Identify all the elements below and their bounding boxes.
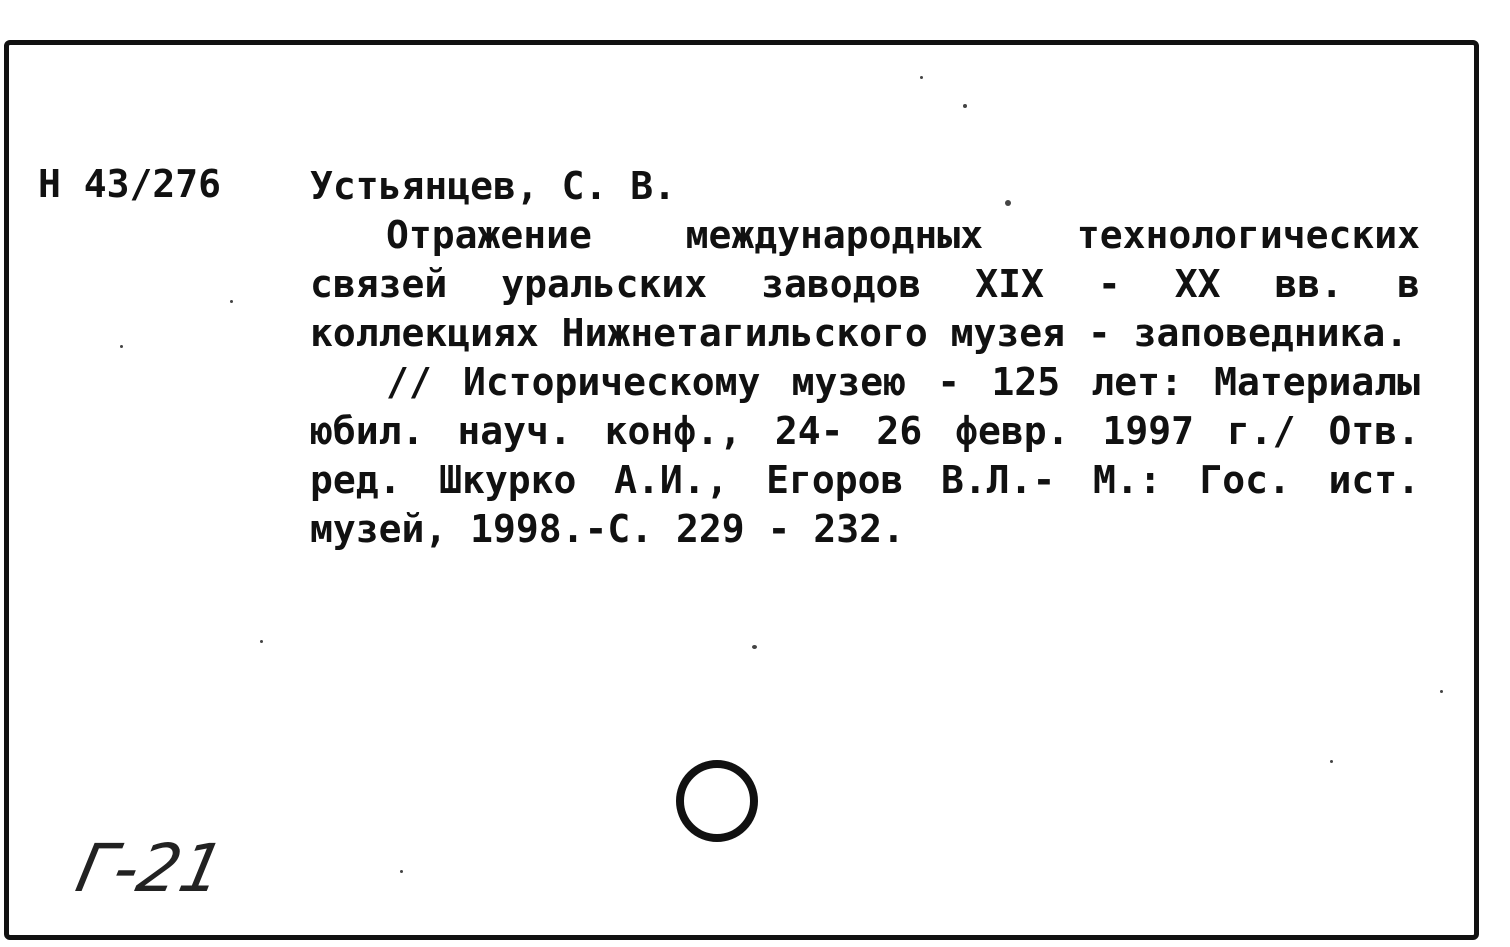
scan-speck [400, 870, 403, 873]
scan-speck [120, 345, 123, 348]
scan-speck [1330, 760, 1333, 763]
punch-hole [676, 760, 758, 842]
handwritten-note: Г-21 [69, 830, 231, 907]
scan-speck [1005, 200, 1011, 206]
scan-speck [752, 645, 757, 649]
scan-speck [260, 640, 263, 643]
scan-speck [1440, 690, 1443, 693]
shelfmark: Н 43/276 [38, 162, 222, 206]
bibliographic-entry [310, 162, 1420, 554]
scan-speck [963, 104, 967, 108]
title: Отражение международных технологических связей уральских заводов XIX - XX вв. в коллекциях Нижнетагильского музея - заповедника. [310, 213, 1420, 355]
scan-speck [920, 76, 923, 79]
author: Устьянцев, С. В. [310, 164, 677, 208]
scan-speck [230, 300, 233, 303]
source: // Историческому музею - 125 лет: Материалы юбил. науч. конф., 24- 26 февр. 1997 г./ Отв. ред. Шкурко А.И., Егоров В.Л.- М.: Гос. ист. музей, 1998.-С. 229 - 232. [310, 360, 1420, 551]
